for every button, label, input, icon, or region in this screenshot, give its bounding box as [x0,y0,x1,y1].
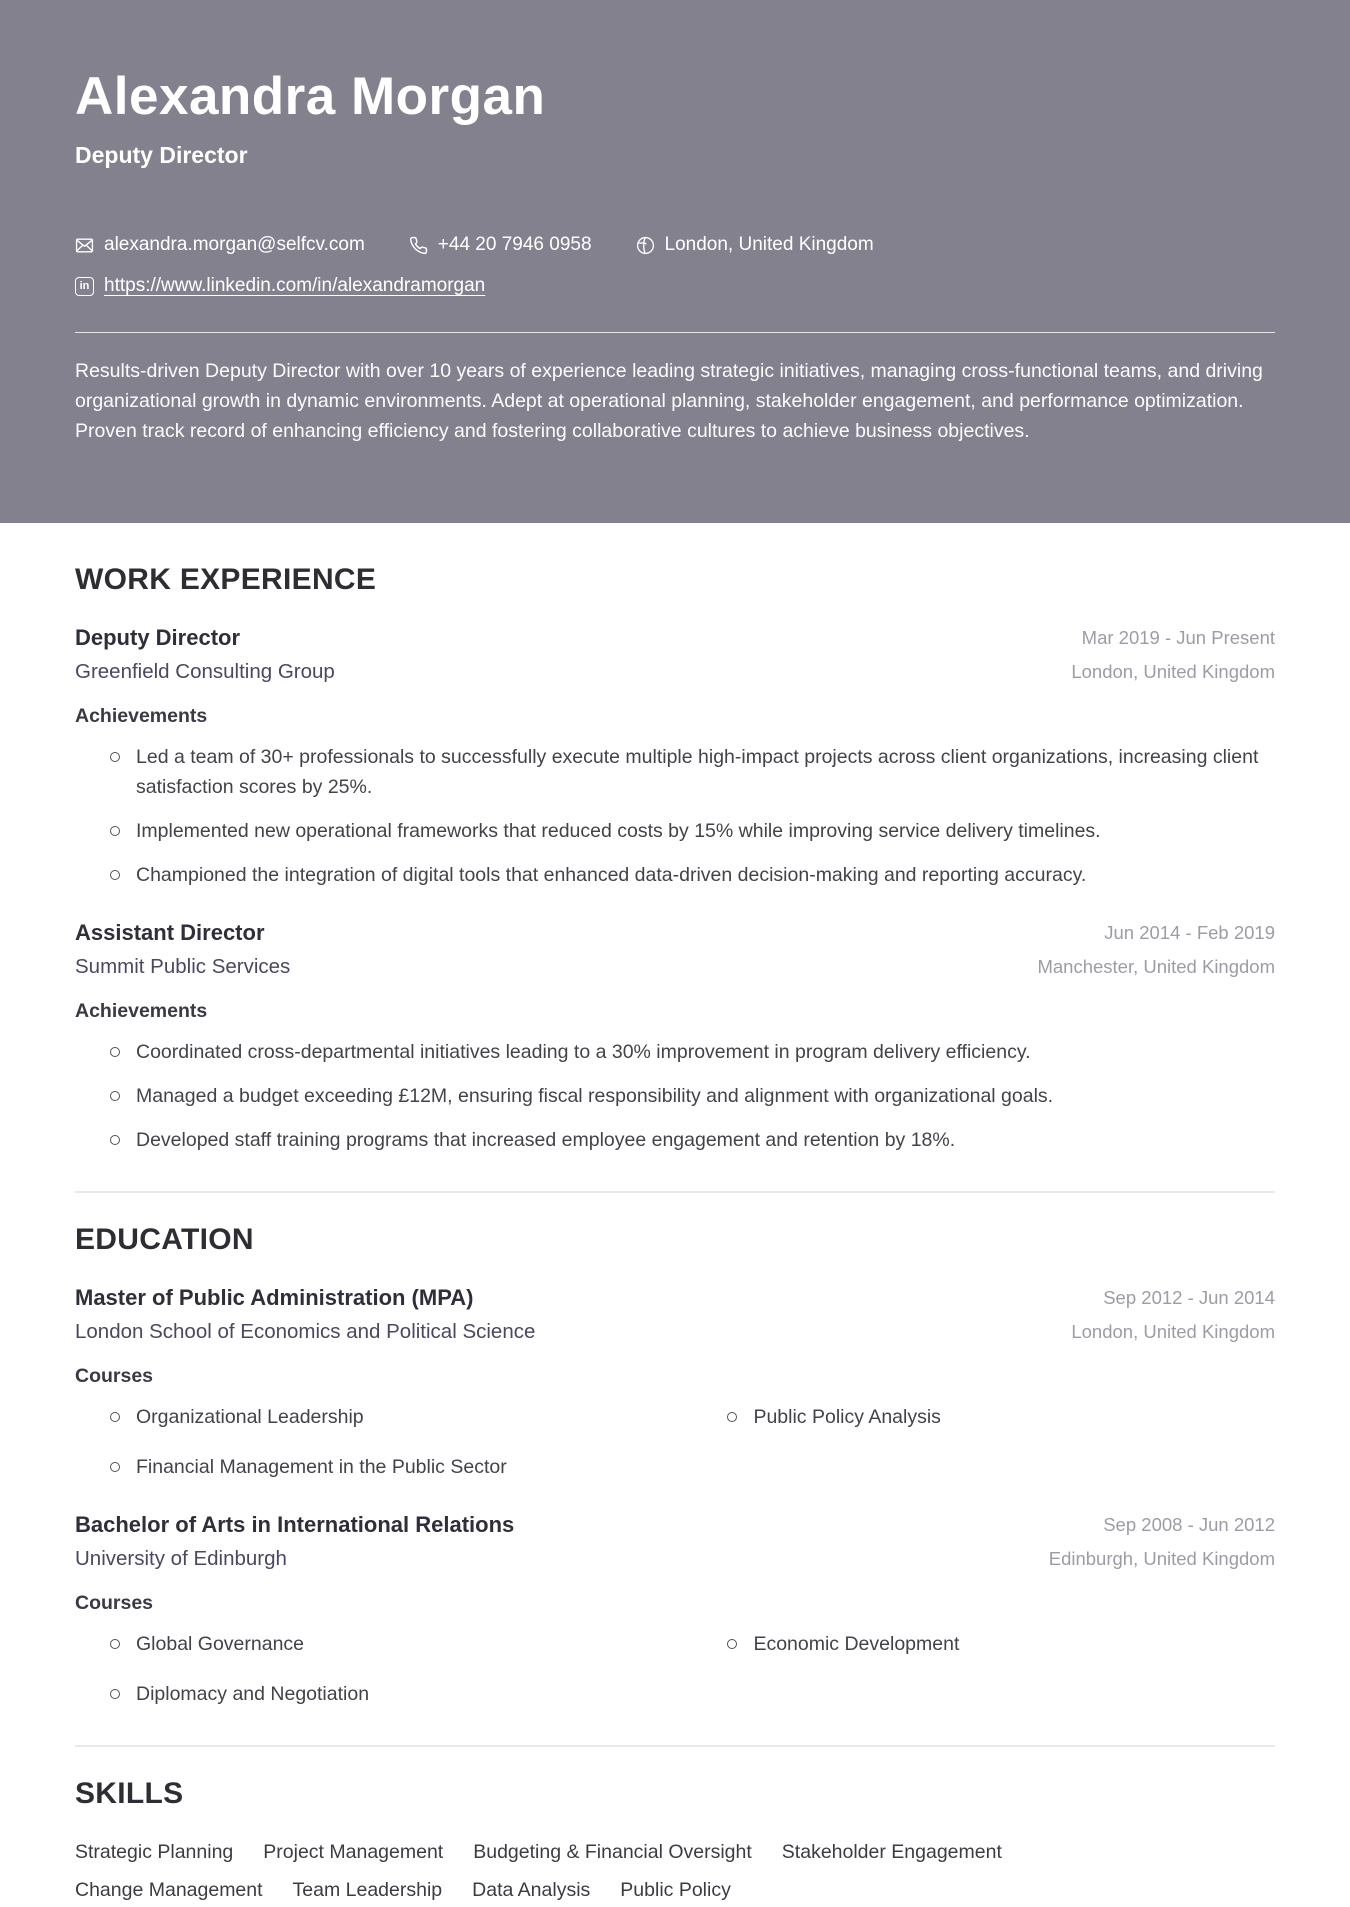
degree-title: Master of Public Administration (MPA) [75,1285,474,1310]
contact-phone-text: +44 20 7946 0958 [437,234,592,255]
skill-item: Public Policy [620,1879,731,1901]
courses-label: Courses [75,1365,154,1387]
achievements-label: Achievements [75,1000,208,1022]
achievement-item: Championed the integration of digital tools that enhanced data-driven decision-making and reporting accuracy. [110,860,1275,890]
job-title: Assistant Director [75,920,265,945]
date-range: Sep 2008 - Jun 2012 [1103,1514,1275,1535]
company-name: Greenfield Consulting Group [75,660,335,683]
contact-location-text: London, United Kingdom [664,234,874,255]
envelope-icon [75,236,94,255]
person-name: Alexandra Morgan [75,67,546,126]
course-item: Financial Management in the Public Sector [110,1452,727,1482]
courses-list [75,1402,1275,1482]
skill-item: Project Management [263,1841,444,1863]
school-name: London School of Economics and Political Science [75,1320,536,1343]
linkedin-row [75,274,1275,298]
education-entry [75,1283,1275,1482]
contact-linkedin [75,274,485,298]
date-range: Sep 2012 - Jun 2014 [1103,1287,1275,1308]
skill-item: Stakeholder Engagement [781,1841,1002,1863]
achievement-item: Developed staff training programs that increased employee engagement and retention by 18%. [110,1125,1275,1155]
contact-phone [409,233,592,257]
course-item: Organizational Leadership [110,1402,727,1432]
courses-list [75,1629,1275,1709]
entry-location: London, United Kingdom [1071,1321,1275,1342]
skill-item: Change Management [75,1879,263,1901]
contact-email [75,233,365,257]
achievements-list [75,742,1275,890]
section-divider [75,1191,1275,1193]
school-name: University of Edinburgh [75,1547,287,1570]
profile-summary: Results-driven Deputy Director with over 10 years of experience leading strategic initiatives, managing cross-functional teams, and driving organizational growth in dynamic environments. Adept at operational planning, stakeholder engagement, and performance optimization. Proven track record of enhancing efficiency and fostering collaborative cultures to achieve business objectives. [75,360,1263,442]
company-name: Summit Public Services [75,955,291,978]
date-range: Jun 2014 - Feb 2019 [1104,922,1275,943]
course-item: Global Governance [110,1629,727,1659]
section-heading-work-experience: WORK EXPERIENCE [75,563,377,596]
section-divider [75,1745,1275,1747]
contact-location [636,233,874,257]
cv-body [0,563,1350,1905]
work-entry [75,623,1275,890]
course-item: Diplomacy and Negotiation [110,1679,727,1709]
achievement-item: Coordinated cross-departmental initiatives leading to a 30% improvement in program delivery efficiency. [110,1037,1275,1067]
phone-icon [409,236,428,255]
entry-left [75,1510,514,1574]
job-title: Deputy Director [75,625,241,650]
entry-left [75,918,290,982]
entry-head [75,1510,1275,1574]
skills-row [75,1875,1275,1905]
date-range: Mar 2019 - Jun Present [1081,627,1275,648]
courses-label: Courses [75,1592,154,1614]
entry-meta [1049,1510,1275,1574]
course-item: Economic Development [727,1629,1275,1659]
person-job-title: Deputy Director [75,142,248,168]
linkedin-icon: in [75,277,94,296]
entry-meta [1071,1283,1275,1347]
contact-row [75,233,1275,257]
section-heading-skills: SKILLS [75,1777,184,1810]
cv-header [0,0,1350,523]
skill-item: Strategic Planning [75,1841,234,1863]
entry-location: London, United Kingdom [1071,661,1275,682]
contact-email-text: alexandra.morgan@selfcv.com [104,234,365,255]
entry-location: Manchester, United Kingdom [1037,956,1275,977]
degree-title: Bachelor of Arts in International Relations [75,1512,515,1537]
entry-meta [1037,918,1275,982]
skill-item: Team Leadership [292,1879,443,1901]
entry-head [75,623,1275,687]
linkedin-link[interactable]: https://www.linkedin.com/in/alexandramorgan [104,275,486,296]
skills-row [75,1837,1275,1867]
achievement-item: Led a team of 30+ professionals to successfully execute multiple high-impact projects across client organizations, increasing client satisfaction scores by 25%. [110,742,1275,802]
course-item: Public Policy Analysis [727,1402,1275,1432]
entry-left [75,1283,535,1347]
achievement-item: Managed a budget exceeding £12M, ensuring fiscal responsibility and alignment with organizational goals. [110,1081,1275,1111]
skill-item: Data Analysis [472,1879,591,1901]
skill-item: Budgeting & Financial Oversight [473,1841,752,1863]
header-divider [75,332,1275,333]
achievement-item: Implemented new operational frameworks that reduced costs by 15% while improving service delivery timelines. [110,816,1275,846]
globe-icon [636,236,655,255]
achievements-list [75,1037,1275,1155]
entry-head [75,918,1275,982]
education-entry [75,1510,1275,1709]
achievements-label: Achievements [75,705,208,727]
work-entry [75,918,1275,1155]
section-heading-education: EDUCATION [75,1223,254,1256]
entry-location: Edinburgh, United Kingdom [1048,1548,1275,1569]
entry-left [75,623,335,687]
entry-meta [1071,623,1275,687]
entry-head [75,1283,1275,1347]
